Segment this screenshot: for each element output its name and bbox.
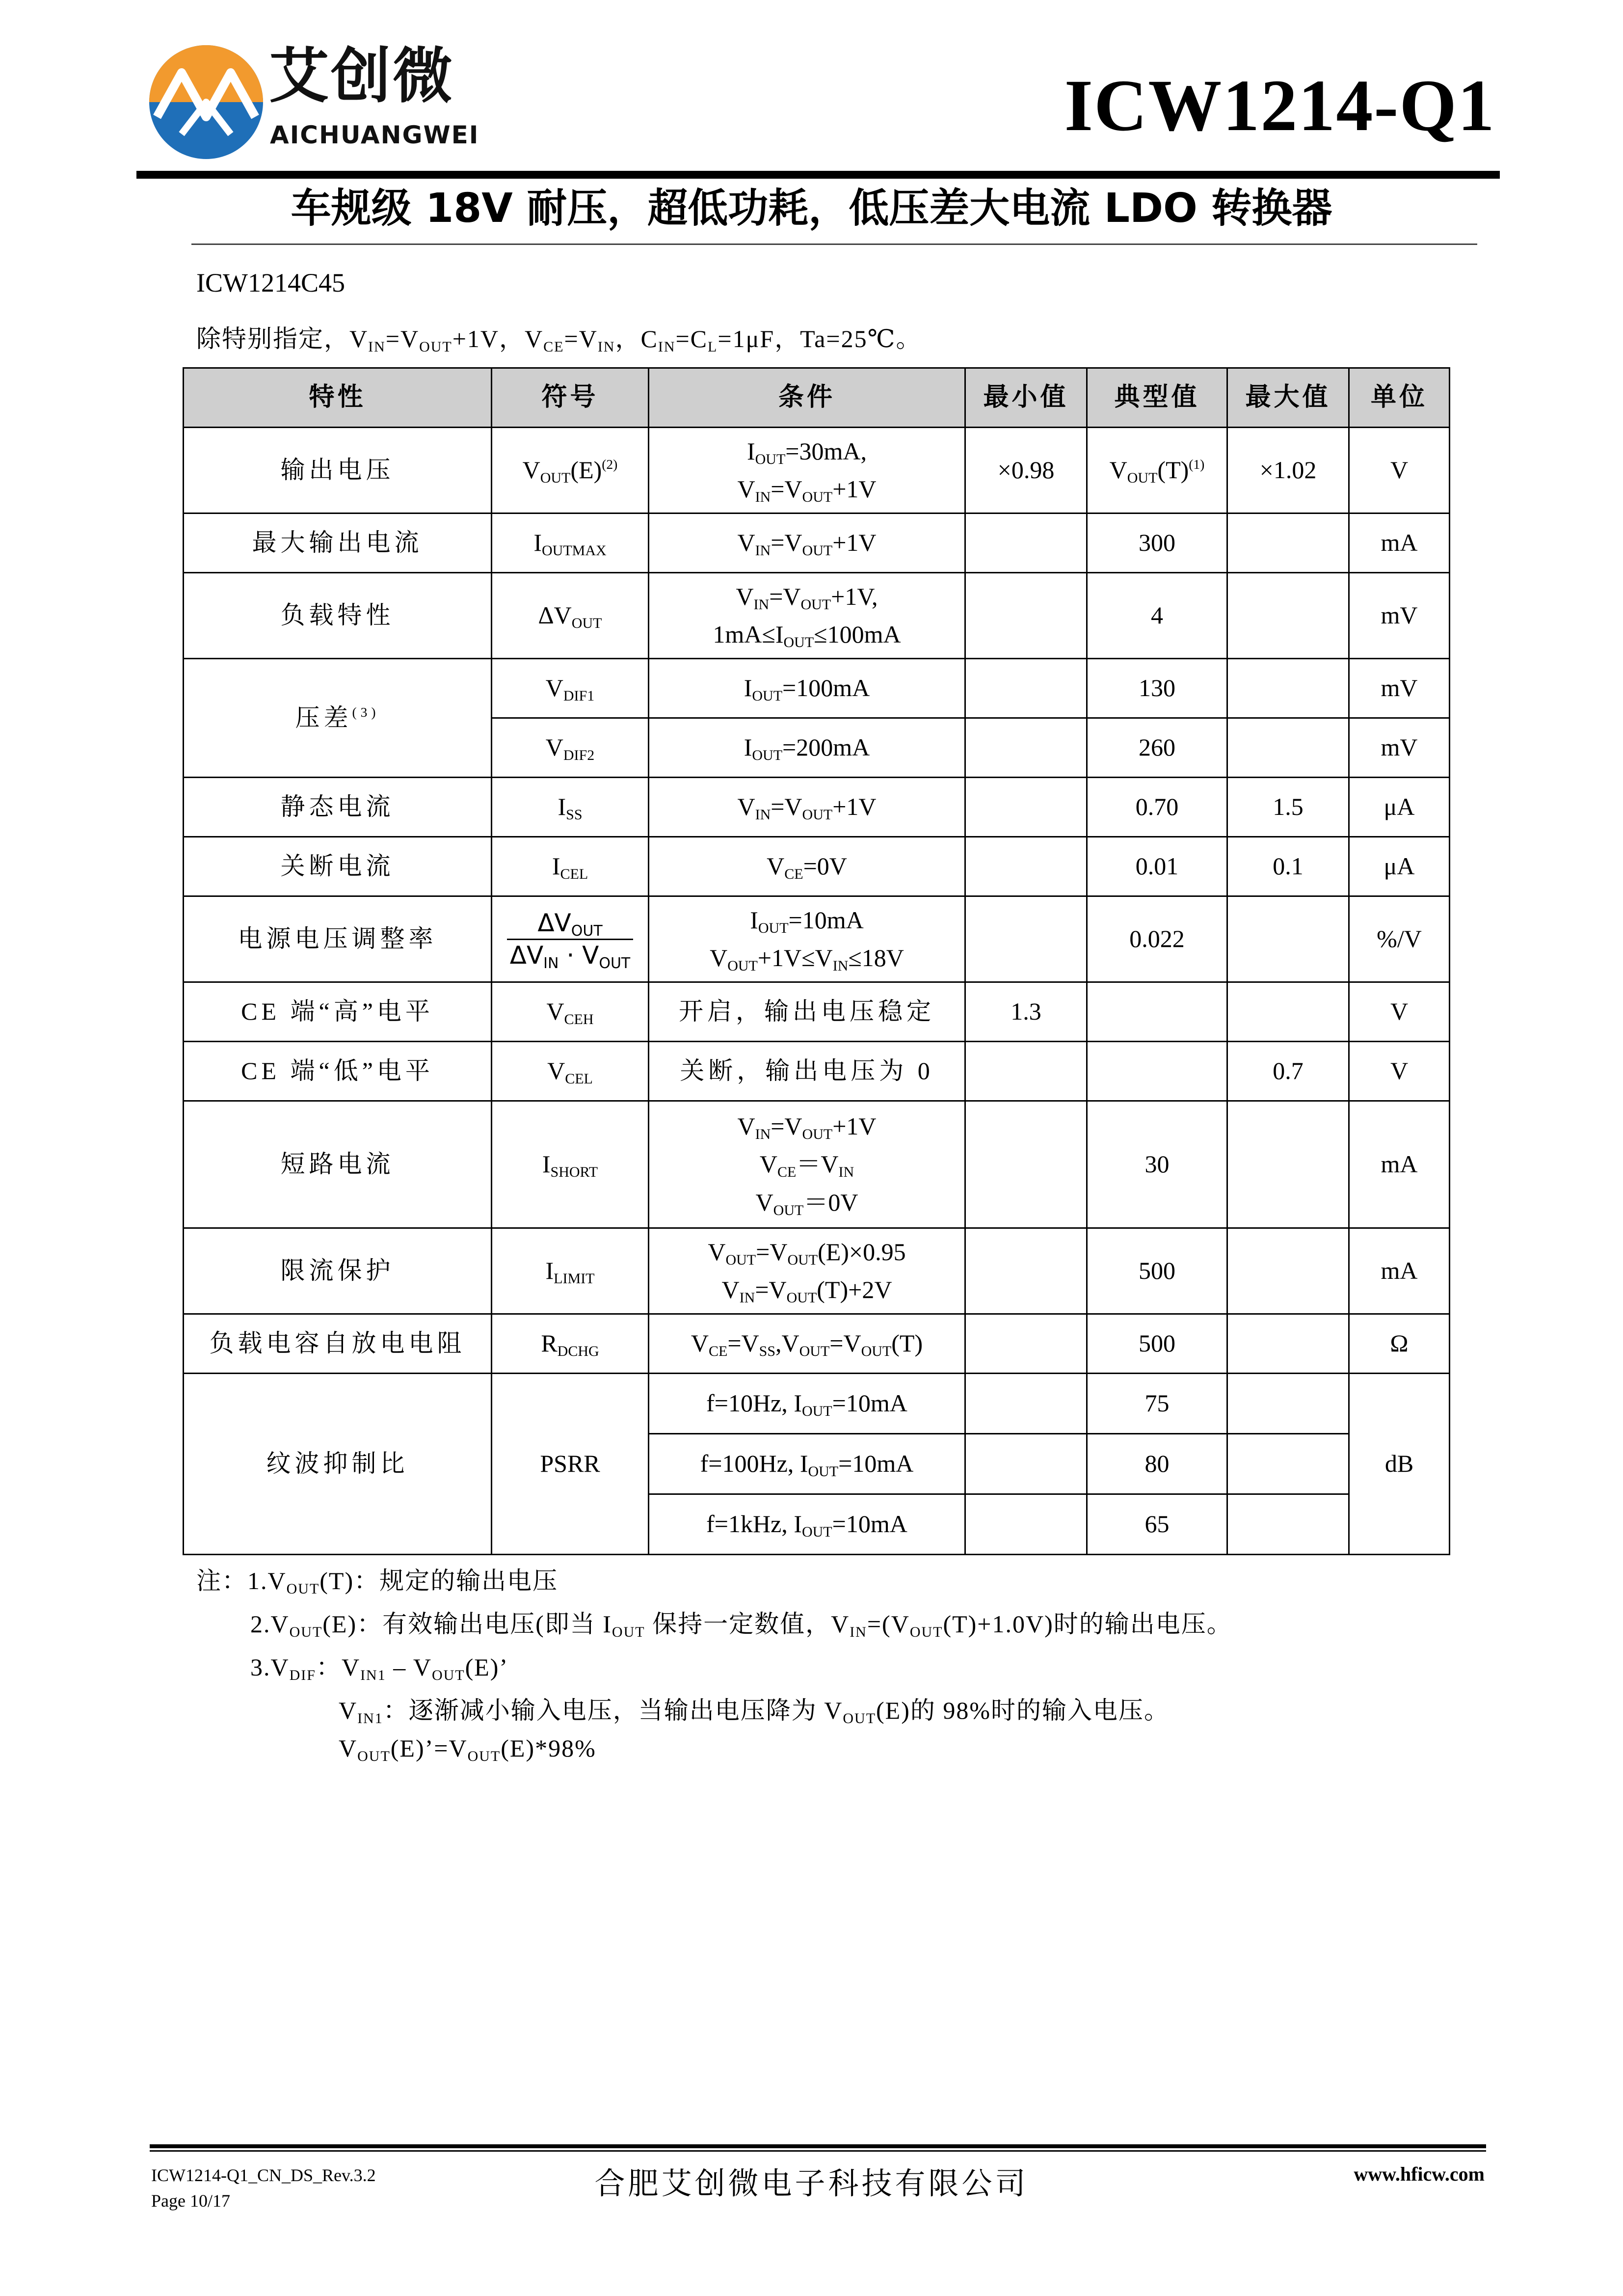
table-row	[184, 1228, 1450, 1314]
param-cell: 短路电流	[184, 1101, 492, 1228]
doc-id: ICW1214-Q1_CN_DS_Rev.3.2	[151, 2165, 376, 2185]
logo-english-name: AICHUANGWEI	[270, 121, 479, 149]
min-cell	[965, 837, 1087, 896]
table-row	[184, 1042, 1450, 1101]
max-cell	[1227, 896, 1349, 982]
note-2: $2.V_{OUT}(E)$：有效输出电压(即当 $I_{OUT}$ 保持一定数值，$V_{IN}=(V_{OUT}(T)+1.0V)$时的输出电压。	[250, 1610, 1232, 1640]
typ-cell	[1087, 982, 1227, 1042]
max-cell	[1227, 573, 1349, 659]
title-divider	[191, 243, 1477, 245]
param-cell: 负载电容自放电电阻	[184, 1314, 492, 1374]
max-cell: 1.5	[1227, 778, 1349, 837]
unit-cell: dB	[1349, 1374, 1450, 1555]
line-regulation-fraction: $\frac{\Delta V_{OUT}}{\Delta V_{IN} \cdot V_{OUT}}$	[507, 908, 634, 971]
header-parameter: 特性	[184, 368, 492, 428]
max-cell: 0.1	[1227, 837, 1349, 896]
model-number: ICW1214C45	[196, 268, 345, 297]
unit-cell: V	[1349, 982, 1450, 1042]
test-conditions: 除特别指定，$V_{IN}=V_{OUT}+1V$，$V_{CE}=V_{IN}$，$C_{IN}=C_L=1\mu F$，Ta=25℃。	[196, 325, 922, 355]
symbol-cell: $I_{OUTMAX}$	[492, 513, 649, 573]
condition-cell: f=10Hz, $I_{OUT}=10mA$	[649, 1374, 965, 1434]
max-cell	[1227, 982, 1349, 1042]
table-row	[184, 1101, 1450, 1228]
condition-cell: f=1kHz, $I_{OUT}=10mA$	[649, 1494, 965, 1555]
param-cell: 限流保护	[184, 1228, 492, 1314]
symbol-cell: $I_{SS}$	[492, 778, 649, 837]
symbol-cell: $I_{LIMIT}$	[492, 1228, 649, 1314]
table-row	[184, 659, 1450, 718]
max-cell	[1227, 1101, 1349, 1228]
typ-cell: 500	[1087, 1314, 1227, 1374]
typ-cell: 80	[1087, 1434, 1227, 1494]
max-cell	[1227, 659, 1349, 718]
symbol-cell	[492, 896, 649, 982]
unit-cell: mV	[1349, 718, 1450, 778]
min-cell	[965, 778, 1087, 837]
param-cell: 电源电压调整率	[184, 896, 492, 982]
condition-cell: 关断，输出电压为 0	[649, 1042, 965, 1101]
typ-cell: 260	[1087, 718, 1227, 778]
unit-cell: mV	[1349, 573, 1450, 659]
condition-cell: $V_{IN}=V_{OUT}+1V$	[649, 513, 965, 573]
header-condition: 条件	[649, 368, 965, 428]
table-row	[184, 1314, 1450, 1374]
unit-cell: V	[1349, 1042, 1450, 1101]
condition-cell: $I_{OUT}=30mA$, $V_{IN}=V_{OUT}+1V$	[649, 428, 965, 513]
min-cell	[965, 513, 1087, 573]
header-unit: 单位	[1349, 368, 1450, 428]
condition-cell: $V_{OUT}=V_{OUT}(E)\times 0.95$ $V_{IN}=V_{OUT}(T)+2V$	[649, 1228, 965, 1314]
condition-cell: $V_{CE}=0V$	[649, 837, 965, 896]
param-cell: 输出电压	[184, 428, 492, 513]
condition-cell: $V_{IN}=V_{OUT}+1V$	[649, 778, 965, 837]
param-cell: 静态电流	[184, 778, 492, 837]
condition-cell: $I_{OUT}=200mA$	[649, 718, 965, 778]
header-max: 最大值	[1227, 368, 1349, 428]
param-cell: 纹波抑制比	[184, 1374, 492, 1555]
page-title: 车规级 18V 耐压，超低功耗，低压差大电流 LDO 转换器	[291, 185, 1332, 232]
unit-cell: %/V	[1349, 896, 1450, 982]
typ-cell: 65	[1087, 1494, 1227, 1555]
table-row	[184, 982, 1450, 1042]
max-cell	[1227, 1434, 1349, 1494]
table-row	[184, 896, 1450, 982]
table-row	[184, 1374, 1450, 1434]
symbol-cell: $V_{CEH}$	[492, 982, 649, 1042]
table-row	[184, 428, 1450, 513]
page-number: Page 10/17	[151, 2191, 230, 2211]
unit-cell: mV	[1349, 659, 1450, 718]
typ-cell: 0.01	[1087, 837, 1227, 896]
max-cell	[1227, 718, 1349, 778]
typ-cell: $V_{OUT}(T)^{(1)}$	[1087, 428, 1227, 513]
condition-cell: f=100Hz, $I_{OUT}=10mA$	[649, 1434, 965, 1494]
logo-chinese-name: 艾创微	[269, 41, 454, 111]
header-symbol: 符号	[492, 368, 649, 428]
typ-cell	[1087, 1042, 1227, 1101]
condition-cell: $I_{OUT}=10mA$ $V_{OUT}+1V\le V_{IN}\le 18V$	[649, 896, 965, 982]
header-min: 最小值	[965, 368, 1087, 428]
condition-cell: $V_{CE}=V_{SS},V_{OUT}=V_{OUT}(T)$	[649, 1314, 965, 1374]
symbol-cell: $V_{DIF1}$	[492, 659, 649, 718]
table-row	[184, 513, 1450, 573]
param-cell: 压差$^{(3)}$	[184, 659, 492, 778]
typ-cell: 75	[1087, 1374, 1227, 1434]
min-cell: ×0.98	[965, 428, 1087, 513]
min-cell	[965, 1434, 1087, 1494]
max-cell	[1227, 513, 1349, 573]
symbol-cell: $V_{CEL}$	[492, 1042, 649, 1101]
unit-cell: mA	[1349, 1101, 1450, 1228]
note-3: $3.V_{DIF}$：$V_{IN1} - V_{OUT}(E)$’	[250, 1653, 509, 1683]
min-cell	[965, 1042, 1087, 1101]
min-cell	[965, 1374, 1087, 1434]
table-row	[184, 837, 1450, 896]
min-cell	[965, 659, 1087, 718]
symbol-cell: $R_{DCHG}$	[492, 1314, 649, 1374]
footer-divider-thick	[150, 2144, 1486, 2148]
typ-cell: 500	[1087, 1228, 1227, 1314]
unit-cell: Ω	[1349, 1314, 1450, 1374]
max-cell: 0.7	[1227, 1042, 1349, 1101]
unit-cell: μA	[1349, 837, 1450, 896]
note-3-vin1: $V_{IN1}$：逐渐减小输入电压，当输出电压降为 $V_{OUT}(E)$的 98%时的输入电压。	[339, 1697, 1170, 1727]
typ-cell: 130	[1087, 659, 1227, 718]
symbol-cell: $V_{OUT}(E)^{(2)}$	[492, 428, 649, 513]
typ-cell: 30	[1087, 1101, 1227, 1228]
electrical-characteristics-table	[183, 367, 1450, 1555]
company-name: 合肥艾创微电子科技有限公司	[594, 2167, 1029, 2201]
min-cell	[965, 718, 1087, 778]
typ-cell: 0.70	[1087, 778, 1227, 837]
condition-cell: $V_{IN}=V_{OUT}+1V$ $V_{CE}=V_{IN}$ $V_{OUT}=0V$	[649, 1101, 965, 1228]
min-cell	[965, 1228, 1087, 1314]
symbol-cell: $\Delta V_{OUT}$	[492, 573, 649, 659]
unit-cell: mA	[1349, 513, 1450, 573]
max-cell	[1227, 1228, 1349, 1314]
min-cell: 1.3	[965, 982, 1087, 1042]
symbol-cell: $V_{DIF2}$	[492, 718, 649, 778]
symbol-cell: PSRR	[492, 1374, 649, 1555]
unit-cell: μA	[1349, 778, 1450, 837]
min-cell	[965, 1494, 1087, 1555]
condition-cell: $I_{OUT}=100mA$	[649, 659, 965, 718]
header-divider	[136, 171, 1500, 179]
min-cell	[965, 1314, 1087, 1374]
typ-cell: 0.022	[1087, 896, 1227, 982]
symbol-cell: $I_{SHORT}$	[492, 1101, 649, 1228]
table-row	[184, 573, 1450, 659]
unit-cell: mA	[1349, 1228, 1450, 1314]
max-cell	[1227, 1314, 1349, 1374]
param-cell: 负载特性	[184, 573, 492, 659]
max-cell: ×1.02	[1227, 428, 1349, 513]
symbol-cell: $I_{CEL}$	[492, 837, 649, 896]
company-logo	[147, 41, 479, 161]
param-cell: CE 端“低”电平	[184, 1042, 492, 1101]
logo-emblem-icon	[147, 43, 265, 161]
unit-cell: V	[1349, 428, 1450, 513]
condition-cell: 开启，输出电压稳定	[649, 982, 965, 1042]
max-cell	[1227, 1494, 1349, 1555]
footer-divider-thin	[150, 2150, 1486, 2152]
param-cell: CE 端“高”电平	[184, 982, 492, 1042]
note-1: 注：$1.V_{OUT}(T)$：规定的输出电压	[196, 1567, 559, 1597]
part-number: ICW1214-Q1	[1064, 65, 1495, 146]
note-3-formula: $V_{OUT}(E)’=V_{OUT}(E)*98\%$	[339, 1734, 596, 1764]
min-cell	[965, 573, 1087, 659]
typ-cell: 4	[1087, 573, 1227, 659]
param-cell: 最大输出电流	[184, 513, 492, 573]
table-row	[184, 778, 1450, 837]
min-cell	[965, 1101, 1087, 1228]
condition-cell: $V_{IN}=V_{OUT}+1V$, $1mA\le I_{OUT}\le 100mA$	[649, 573, 965, 659]
typ-cell: 300	[1087, 513, 1227, 573]
website-link[interactable]: www.hficw.com	[1354, 2163, 1485, 2185]
header-typ: 典型值	[1087, 368, 1227, 428]
param-cell: 关断电流	[184, 837, 492, 896]
table-header-row	[184, 368, 1450, 428]
min-cell	[965, 896, 1087, 982]
max-cell	[1227, 1374, 1349, 1434]
